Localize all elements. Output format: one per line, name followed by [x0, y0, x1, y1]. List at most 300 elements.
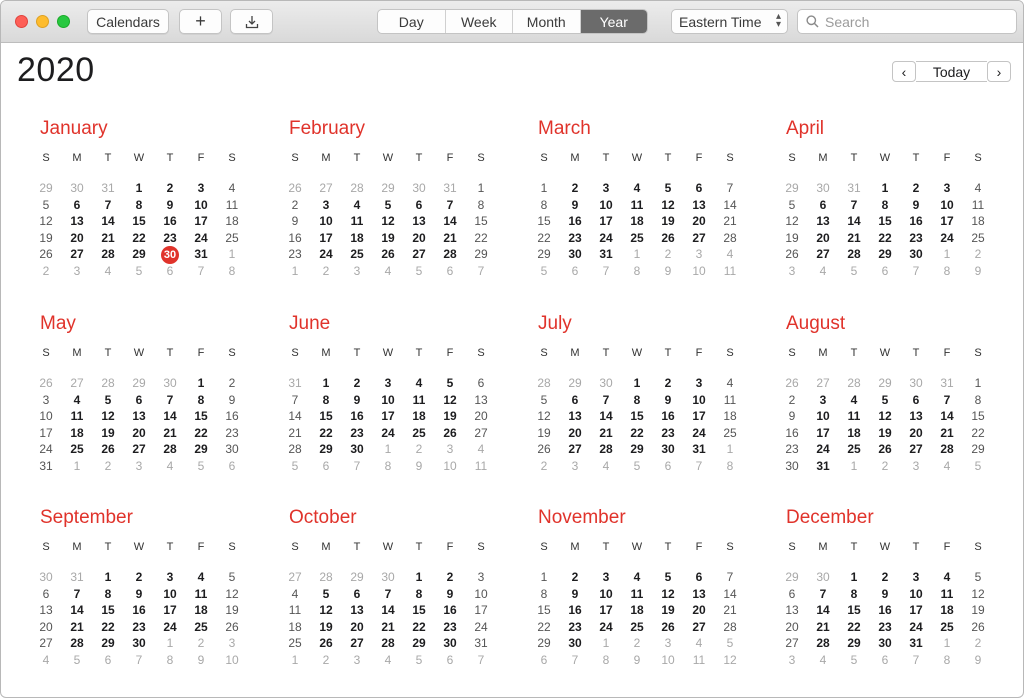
- calendar-day[interactable]: 24: [692, 425, 706, 440]
- calendar-day[interactable]: 11: [630, 586, 644, 601]
- other-month-day[interactable]: 11: [723, 263, 737, 278]
- calendar-day[interactable]: 21: [816, 619, 830, 634]
- calendar-day[interactable]: 10: [381, 392, 395, 407]
- calendar-day[interactable]: 17: [940, 214, 954, 228]
- calendar-day[interactable]: 28: [940, 442, 954, 456]
- calendar-day[interactable]: 17: [319, 230, 333, 245]
- calendar-day[interactable]: 7: [726, 570, 734, 584]
- other-month-day[interactable]: 30: [816, 570, 830, 584]
- other-month-day[interactable]: 5: [633, 458, 641, 473]
- calendar-day[interactable]: 2: [228, 376, 236, 390]
- other-month-day[interactable]: 4: [384, 263, 392, 278]
- other-month-day[interactable]: 26: [785, 376, 799, 390]
- calendar-day[interactable]: 21: [101, 230, 115, 245]
- calendar-day[interactable]: 22: [847, 619, 861, 634]
- tab-week[interactable]: Week: [446, 10, 514, 33]
- other-month-day[interactable]: 30: [599, 376, 613, 390]
- other-month-day[interactable]: 28: [101, 376, 115, 390]
- calendar-day[interactable]: 29: [537, 636, 551, 650]
- month-february[interactable]: [280, 118, 500, 298]
- calendar-day[interactable]: 31: [39, 458, 53, 473]
- other-month-day[interactable]: 9: [664, 263, 672, 278]
- other-month-day[interactable]: 10: [661, 652, 675, 667]
- calendar-day[interactable]: 4: [415, 376, 423, 390]
- calendar-day[interactable]: 18: [847, 425, 861, 440]
- other-month-day[interactable]: 5: [291, 458, 299, 473]
- month-december[interactable]: [777, 507, 997, 687]
- other-month-day[interactable]: 4: [695, 636, 703, 650]
- calendar-day[interactable]: 22: [474, 230, 488, 245]
- other-month-day[interactable]: 3: [664, 636, 672, 650]
- calendar-day[interactable]: 13: [692, 586, 706, 601]
- other-month-day[interactable]: 4: [477, 442, 485, 456]
- other-month-day[interactable]: 2: [322, 652, 330, 667]
- calendar-day[interactable]: 23: [225, 425, 239, 440]
- calendar-day[interactable]: 23: [909, 230, 923, 245]
- calendar-day[interactable]: 9: [664, 392, 672, 407]
- calendar-day[interactable]: 25: [630, 619, 644, 634]
- other-month-day[interactable]: 10: [225, 652, 239, 667]
- month-name[interactable]: March: [538, 118, 591, 139]
- other-month-day[interactable]: 31: [940, 376, 954, 390]
- month-name[interactable]: August: [786, 313, 846, 334]
- other-month-day[interactable]: 4: [384, 652, 392, 667]
- calendar-day[interactable]: 21: [288, 425, 302, 440]
- calendar-day[interactable]: 1: [974, 376, 982, 390]
- other-month-day[interactable]: 2: [881, 458, 889, 473]
- other-month-day[interactable]: 3: [912, 458, 920, 473]
- calendar-day[interactable]: 3: [42, 392, 50, 407]
- calendar-day[interactable]: 30: [785, 458, 799, 473]
- calendar-day[interactable]: 2: [664, 376, 672, 390]
- calendar-day[interactable]: 7: [850, 197, 858, 212]
- calendar-day[interactable]: 15: [474, 214, 488, 228]
- calendar-day[interactable]: 30: [909, 247, 923, 261]
- calendar-day[interactable]: 7: [291, 392, 299, 407]
- calendar-day[interactable]: 17: [692, 409, 706, 423]
- calendar-day[interactable]: 19: [878, 425, 892, 440]
- calendar-day[interactable]: 13: [816, 214, 830, 228]
- calendar-day[interactable]: 8: [104, 586, 112, 601]
- other-month-day[interactable]: 28: [537, 376, 551, 390]
- calendar-day[interactable]: 16: [350, 409, 364, 423]
- calendar-day[interactable]: 24: [909, 619, 923, 634]
- calendar-day[interactable]: 3: [166, 570, 174, 584]
- calendar-day[interactable]: 10: [816, 409, 830, 423]
- calendar-day[interactable]: 30: [568, 247, 582, 261]
- other-month-day[interactable]: 7: [197, 263, 205, 278]
- calendar-day[interactable]: 30: [568, 636, 582, 650]
- calendar-day[interactable]: 14: [723, 197, 737, 212]
- calendars-button[interactable]: Calendars: [87, 9, 169, 34]
- calendar-day[interactable]: 19: [225, 603, 239, 617]
- calendar-day[interactable]: 2: [571, 570, 579, 584]
- calendar-day[interactable]: 8: [415, 586, 423, 601]
- calendar-day[interactable]: 29: [474, 247, 488, 261]
- calendar-day[interactable]: 20: [474, 409, 488, 423]
- calendar-day[interactable]: 24: [39, 442, 53, 456]
- calendar-day[interactable]: 8: [540, 586, 548, 601]
- calendar-day[interactable]: 27: [909, 442, 923, 456]
- calendar-day[interactable]: 3: [477, 570, 485, 584]
- other-month-day[interactable]: 27: [816, 376, 830, 390]
- calendar-day[interactable]: 22: [537, 619, 551, 634]
- calendar-day[interactable]: 9: [228, 392, 236, 407]
- other-month-day[interactable]: 2: [197, 636, 205, 650]
- month-march[interactable]: [529, 118, 749, 298]
- calendar-day[interactable]: 24: [194, 230, 208, 245]
- calendar-day[interactable]: 13: [568, 409, 582, 423]
- other-month-day[interactable]: 1: [633, 247, 641, 261]
- other-month-day[interactable]: 30: [909, 376, 923, 390]
- calendar-day[interactable]: 5: [881, 392, 889, 407]
- other-month-day[interactable]: 9: [633, 652, 641, 667]
- tab-day[interactable]: Day: [378, 10, 446, 33]
- calendar-day[interactable]: 16: [661, 409, 675, 423]
- calendar-day[interactable]: 1: [135, 181, 143, 195]
- calendar-day[interactable]: 5: [788, 197, 796, 212]
- calendar-day[interactable]: 20: [132, 425, 146, 440]
- other-month-day[interactable]: 5: [540, 263, 548, 278]
- other-month-day[interactable]: 6: [166, 263, 174, 278]
- calendar-day[interactable]: 20: [692, 603, 706, 617]
- month-name[interactable]: April: [786, 118, 825, 139]
- calendar-day[interactable]: 15: [537, 603, 551, 617]
- calendar-day[interactable]: 5: [384, 197, 392, 212]
- calendar-day[interactable]: 26: [381, 247, 395, 261]
- calendar-day[interactable]: 28: [723, 619, 737, 634]
- calendar-day[interactable]: 19: [971, 603, 985, 617]
- calendar-day[interactable]: 6: [477, 376, 485, 390]
- calendar-day[interactable]: 14: [101, 214, 115, 228]
- calendar-day[interactable]: 25: [70, 442, 84, 456]
- calendar-day[interactable]: 1: [322, 376, 330, 390]
- other-month-day[interactable]: 30: [816, 181, 830, 195]
- calendar-day[interactable]: 13: [785, 603, 799, 617]
- other-month-day[interactable]: 3: [353, 652, 361, 667]
- calendar-day[interactable]: 7: [73, 586, 81, 601]
- calendar-day[interactable]: 11: [630, 197, 644, 212]
- calendar-day[interactable]: 10: [599, 197, 613, 212]
- calendar-day[interactable]: 15: [878, 214, 892, 228]
- other-month-day[interactable]: 6: [540, 652, 548, 667]
- calendar-day[interactable]: 10: [692, 392, 706, 407]
- other-month-day[interactable]: 7: [353, 458, 361, 473]
- calendar-day[interactable]: 13: [692, 197, 706, 212]
- calendar-day[interactable]: 20: [692, 214, 706, 228]
- other-month-day[interactable]: 3: [228, 636, 236, 650]
- calendar-day[interactable]: 15: [132, 214, 146, 228]
- calendar-day[interactable]: 8: [850, 586, 858, 601]
- calendar-day[interactable]: 16: [163, 214, 177, 228]
- calendar-day[interactable]: 28: [163, 442, 177, 456]
- other-month-day[interactable]: 3: [571, 458, 579, 473]
- calendar-day[interactable]: 29: [412, 636, 426, 650]
- other-month-day[interactable]: 6: [104, 652, 112, 667]
- calendar-day[interactable]: 13: [132, 409, 146, 423]
- calendar-day[interactable]: 3: [384, 376, 392, 390]
- calendar-day[interactable]: 9: [135, 586, 143, 601]
- calendar-day[interactable]: 25: [194, 619, 208, 634]
- calendar-day[interactable]: 12: [661, 197, 675, 212]
- other-month-day[interactable]: 1: [166, 636, 174, 650]
- calendar-day[interactable]: 9: [166, 197, 174, 212]
- calendar-day[interactable]: 14: [723, 586, 737, 601]
- calendar-day[interactable]: 17: [599, 603, 613, 617]
- calendar-day[interactable]: 6: [415, 197, 423, 212]
- other-month-day[interactable]: 27: [288, 570, 302, 584]
- calendar-day[interactable]: 12: [443, 392, 457, 407]
- calendar-day[interactable]: 2: [291, 197, 299, 212]
- other-month-day[interactable]: 1: [384, 442, 392, 456]
- calendar-day[interactable]: 3: [819, 392, 827, 407]
- calendar-day[interactable]: 4: [974, 181, 982, 195]
- calendar-day[interactable]: 2: [446, 570, 454, 584]
- calendar-day[interactable]: 23: [132, 619, 146, 634]
- calendar-day[interactable]: 21: [70, 619, 84, 634]
- calendar-day[interactable]: 22: [878, 230, 892, 245]
- calendar-day[interactable]: 27: [412, 247, 426, 261]
- calendar-day[interactable]: 20: [816, 230, 830, 245]
- calendar-day[interactable]: 29: [630, 442, 644, 456]
- other-month-day[interactable]: 4: [602, 458, 610, 473]
- other-month-day[interactable]: 4: [166, 458, 174, 473]
- calendar-day[interactable]: 25: [350, 247, 364, 261]
- close-window-button[interactable]: [15, 15, 28, 28]
- calendar-day[interactable]: 4: [726, 376, 734, 390]
- calendar-day[interactable]: 9: [353, 392, 361, 407]
- other-month-day[interactable]: 26: [39, 376, 53, 390]
- other-month-day[interactable]: 29: [381, 181, 395, 195]
- other-month-day[interactable]: 2: [104, 458, 112, 473]
- calendar-day[interactable]: 6: [788, 586, 796, 601]
- calendar-day[interactable]: 13: [909, 409, 923, 423]
- other-month-day[interactable]: 1: [943, 636, 951, 650]
- other-month-day[interactable]: 5: [197, 458, 205, 473]
- other-month-day[interactable]: 29: [785, 181, 799, 195]
- calendar-day[interactable]: 27: [70, 247, 84, 261]
- other-month-day[interactable]: 2: [974, 636, 982, 650]
- other-month-day[interactable]: 29: [878, 376, 892, 390]
- calendar-day[interactable]: 29: [132, 247, 146, 261]
- calendar-day[interactable]: 15: [537, 214, 551, 228]
- other-month-day[interactable]: 30: [381, 570, 395, 584]
- today-button[interactable]: Today: [916, 61, 987, 82]
- calendar-day[interactable]: 11: [350, 214, 364, 228]
- other-month-day[interactable]: 31: [70, 570, 84, 584]
- other-month-day[interactable]: 7: [912, 263, 920, 278]
- calendar-day[interactable]: 21: [599, 425, 613, 440]
- month-may[interactable]: [31, 313, 251, 493]
- calendar-day[interactable]: 28: [816, 636, 830, 650]
- month-april[interactable]: [777, 118, 997, 298]
- next-year-button[interactable]: ›: [987, 61, 1011, 82]
- timezone-select[interactable]: [671, 9, 788, 34]
- calendar-day[interactable]: 1: [415, 570, 423, 584]
- calendar-day[interactable]: 3: [602, 570, 610, 584]
- calendar-day[interactable]: 4: [197, 570, 205, 584]
- other-month-day[interactable]: 29: [785, 570, 799, 584]
- calendar-day[interactable]: 28: [101, 247, 115, 261]
- other-month-day[interactable]: 1: [73, 458, 81, 473]
- calendar-day[interactable]: 20: [568, 425, 582, 440]
- calendar-day[interactable]: 12: [39, 214, 53, 228]
- calendar-day[interactable]: 12: [537, 409, 551, 423]
- calendar-day[interactable]: 16: [288, 230, 302, 245]
- calendar-day[interactable]: 3: [322, 197, 330, 212]
- calendar-day[interactable]: 31: [909, 636, 923, 650]
- calendar-day[interactable]: 23: [568, 230, 582, 245]
- other-month-day[interactable]: 3: [135, 458, 143, 473]
- calendar-day[interactable]: 27: [692, 619, 706, 634]
- calendar-day[interactable]: 18: [630, 214, 644, 228]
- other-month-day[interactable]: 3: [788, 652, 796, 667]
- other-month-day[interactable]: 28: [350, 181, 364, 195]
- calendar-day[interactable]: 15: [847, 603, 861, 617]
- calendar-day[interactable]: 12: [225, 586, 239, 601]
- calendar-day[interactable]: 17: [599, 214, 613, 228]
- other-month-day[interactable]: 8: [602, 652, 610, 667]
- month-october[interactable]: [280, 507, 500, 687]
- other-month-day[interactable]: 26: [288, 181, 302, 195]
- calendar-day[interactable]: 7: [104, 197, 112, 212]
- calendar-day[interactable]: 30: [350, 442, 364, 456]
- calendar-day[interactable]: 26: [443, 425, 457, 440]
- calendar-day[interactable]: 27: [692, 230, 706, 245]
- calendar-day[interactable]: 13: [412, 214, 426, 228]
- other-month-day[interactable]: 30: [70, 181, 84, 195]
- calendar-day[interactable]: 27: [568, 442, 582, 456]
- other-month-day[interactable]: 6: [881, 263, 889, 278]
- other-month-day[interactable]: 29: [568, 376, 582, 390]
- other-month-day[interactable]: 5: [974, 458, 982, 473]
- calendar-day[interactable]: 16: [443, 603, 457, 617]
- calendar-day[interactable]: 25: [723, 425, 737, 440]
- other-month-day[interactable]: 10: [692, 263, 706, 278]
- calendar-day[interactable]: 30: [443, 636, 457, 650]
- calendar-day[interactable]: 17: [163, 603, 177, 617]
- month-august[interactable]: [777, 313, 997, 493]
- calendar-day[interactable]: 5: [104, 392, 112, 407]
- other-month-day[interactable]: 5: [73, 652, 81, 667]
- calendar-day[interactable]: 18: [412, 409, 426, 423]
- calendar-day[interactable]: 5: [228, 570, 236, 584]
- calendar-day[interactable]: 12: [381, 214, 395, 228]
- calendar-day[interactable]: 5: [974, 570, 982, 584]
- other-month-day[interactable]: 2: [42, 263, 50, 278]
- calendar-day[interactable]: 25: [412, 425, 426, 440]
- calendar-day[interactable]: 10: [599, 586, 613, 601]
- calendar-day[interactable]: 13: [70, 214, 84, 228]
- calendar-day[interactable]: 28: [381, 636, 395, 650]
- calendar-day[interactable]: 26: [661, 619, 675, 634]
- other-month-day[interactable]: 6: [571, 263, 579, 278]
- calendar-day[interactable]: 14: [940, 409, 954, 423]
- calendar-day[interactable]: 8: [477, 197, 485, 212]
- other-month-day[interactable]: 3: [446, 442, 454, 456]
- calendar-day[interactable]: 18: [940, 603, 954, 617]
- other-month-day[interactable]: 2: [974, 247, 982, 261]
- calendar-day[interactable]: 30: [878, 636, 892, 650]
- calendar-day[interactable]: 31: [474, 636, 488, 650]
- calendar-day[interactable]: 11: [940, 586, 954, 601]
- calendar-day[interactable]: 4: [633, 570, 641, 584]
- calendar-day[interactable]: 17: [381, 409, 395, 423]
- calendar-day[interactable]: 23: [443, 619, 457, 634]
- calendar-day[interactable]: 13: [39, 603, 53, 617]
- calendar-day[interactable]: 2: [881, 570, 889, 584]
- calendar-day[interactable]: 29: [878, 247, 892, 261]
- calendar-day[interactable]: 1: [540, 570, 548, 584]
- month-name[interactable]: July: [538, 313, 572, 334]
- calendar-day[interactable]: 4: [291, 586, 299, 601]
- other-month-day[interactable]: 3: [788, 263, 796, 278]
- calendar-day[interactable]: 16: [225, 409, 239, 423]
- calendar-day[interactable]: 1: [881, 181, 889, 195]
- calendar-day[interactable]: 20: [70, 230, 84, 245]
- calendar-day[interactable]: 26: [39, 247, 53, 261]
- calendar-day[interactable]: 7: [726, 181, 734, 195]
- calendar-day[interactable]: 9: [912, 197, 920, 212]
- other-month-day[interactable]: 27: [319, 181, 333, 195]
- other-month-day[interactable]: 6: [446, 652, 454, 667]
- minimize-window-button[interactable]: [36, 15, 49, 28]
- calendar-day[interactable]: 12: [661, 586, 675, 601]
- calendar-day[interactable]: 25: [847, 442, 861, 456]
- other-month-day[interactable]: 31: [847, 181, 861, 195]
- calendar-day[interactable]: 19: [661, 214, 675, 228]
- calendar-day[interactable]: 1: [850, 570, 858, 584]
- other-month-day[interactable]: 7: [602, 263, 610, 278]
- calendar-day[interactable]: 10: [909, 586, 923, 601]
- calendar-day[interactable]: 28: [70, 636, 84, 650]
- other-month-day[interactable]: 5: [415, 263, 423, 278]
- other-month-day[interactable]: 31: [101, 181, 115, 195]
- calendar-day[interactable]: 6: [135, 392, 143, 407]
- calendar-day[interactable]: 10: [163, 586, 177, 601]
- calendar-day[interactable]: 5: [664, 570, 672, 584]
- calendar-day[interactable]: 9: [571, 586, 579, 601]
- calendar-day[interactable]: 21: [163, 425, 177, 440]
- calendar-day[interactable]: 14: [599, 409, 613, 423]
- other-month-day[interactable]: 12: [723, 652, 737, 667]
- calendar-day[interactable]: 22: [132, 230, 146, 245]
- calendar-day[interactable]: 2: [571, 181, 579, 195]
- calendar-day[interactable]: 15: [412, 603, 426, 617]
- calendar-day[interactable]: 12: [319, 603, 333, 617]
- calendar-day[interactable]: 6: [73, 197, 81, 212]
- calendar-day[interactable]: 2: [788, 392, 796, 407]
- calendar-day[interactable]: 30: [225, 442, 239, 456]
- calendar-day[interactable]: 19: [661, 603, 675, 617]
- tab-month[interactable]: Month: [513, 10, 581, 33]
- calendar-day[interactable]: 14: [443, 214, 457, 228]
- month-september[interactable]: [31, 507, 251, 687]
- calendar-day[interactable]: 14: [847, 214, 861, 228]
- other-month-day[interactable]: 1: [602, 636, 610, 650]
- calendar-day[interactable]: 8: [540, 197, 548, 212]
- calendar-day[interactable]: 5: [322, 586, 330, 601]
- calendar-day[interactable]: 1: [104, 570, 112, 584]
- search-field[interactable]: [797, 9, 1017, 34]
- other-month-day[interactable]: 2: [664, 247, 672, 261]
- other-month-day[interactable]: 10: [443, 458, 457, 473]
- calendar-day[interactable]: 8: [633, 392, 641, 407]
- other-month-day[interactable]: 2: [322, 263, 330, 278]
- calendar-day[interactable]: 24: [474, 619, 488, 634]
- calendar-day[interactable]: 9: [571, 197, 579, 212]
- calendar-day[interactable]: 11: [412, 392, 426, 407]
